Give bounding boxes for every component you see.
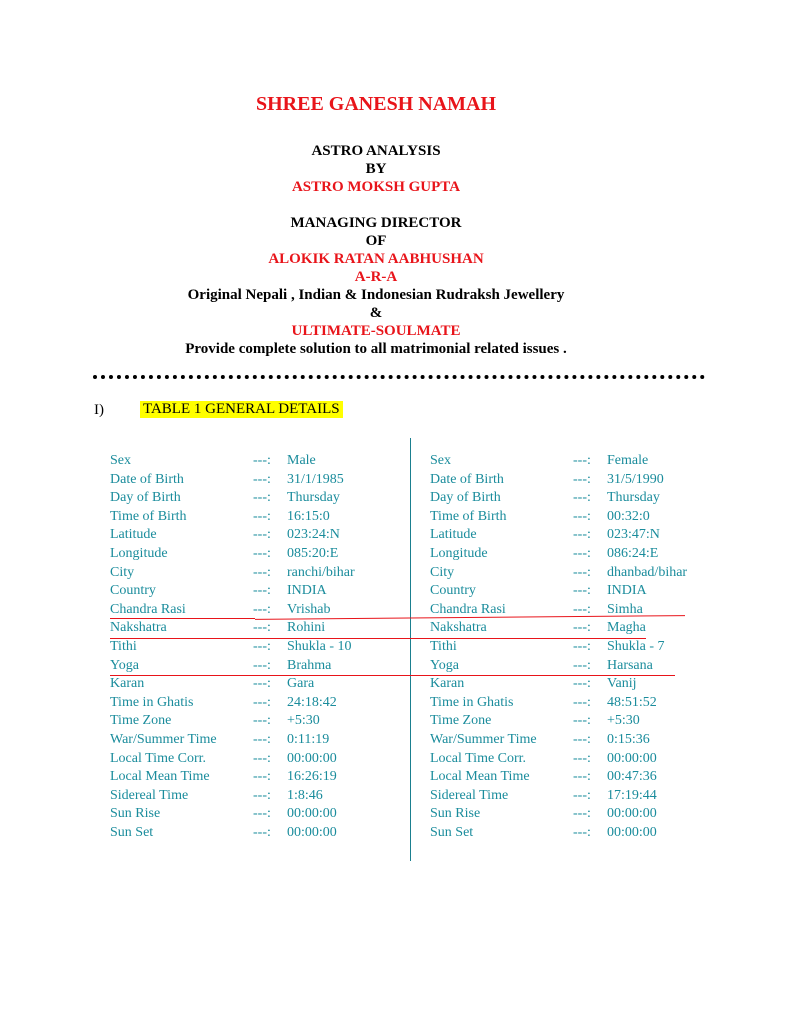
left-detail-value: 16:15:0 bbox=[287, 509, 330, 524]
right-detail-value: Harsana bbox=[607, 658, 653, 673]
left-detail-separator: ---: bbox=[253, 806, 271, 821]
left-detail-value: Rohini bbox=[287, 620, 326, 635]
right-detail-label: Chandra Rasi bbox=[430, 602, 506, 617]
right-detail-separator: ---: bbox=[573, 509, 591, 524]
right-detail-value: Shukla - 7 bbox=[607, 639, 665, 654]
left-detail-value: 1:8:46 bbox=[287, 788, 323, 803]
right-detail-separator: ---: bbox=[573, 620, 591, 635]
right-detail-separator: ---: bbox=[573, 695, 591, 710]
right-detail-separator: ---: bbox=[573, 769, 591, 784]
left-detail-separator: ---: bbox=[253, 713, 271, 728]
left-detail-label: Yoga bbox=[110, 658, 139, 673]
left-detail-label: Country bbox=[110, 583, 156, 598]
left-detail-label: War/Summer Time bbox=[110, 732, 217, 747]
left-detail-value: Vrishab bbox=[287, 602, 331, 617]
left-detail-separator: ---: bbox=[253, 565, 271, 580]
right-detail-value: Female bbox=[607, 453, 649, 468]
left-detail-label: Latitude bbox=[110, 527, 157, 542]
right-detail-separator: ---: bbox=[573, 825, 591, 840]
left-detail-label: Tithi bbox=[110, 639, 137, 654]
right-detail-value: Simha bbox=[607, 602, 643, 617]
column-divider bbox=[410, 438, 411, 861]
right-detail-label: Date of Birth bbox=[430, 472, 504, 487]
section-title: TABLE 1 GENERAL DETAILS bbox=[140, 401, 343, 418]
left-detail-label: Sun Rise bbox=[110, 806, 161, 821]
right-detail-value: 00:47:36 bbox=[607, 769, 657, 784]
right-detail-label: Yoga bbox=[430, 658, 459, 673]
right-detail-separator: ---: bbox=[573, 472, 591, 487]
right-detail-label: Nakshatra bbox=[430, 620, 487, 635]
left-detail-value: Brahma bbox=[287, 658, 332, 673]
right-detail-label: Sex bbox=[430, 453, 451, 468]
right-detail-value: Vanij bbox=[607, 676, 637, 691]
left-detail-label: Local Mean Time bbox=[110, 769, 210, 784]
left-detail-label: Day of Birth bbox=[110, 490, 181, 505]
right-detail-value: 00:00:00 bbox=[607, 751, 657, 766]
left-detail-separator: ---: bbox=[253, 472, 271, 487]
left-detail-separator: ---: bbox=[253, 546, 271, 561]
right-detail-label: War/Summer Time bbox=[430, 732, 537, 747]
right-detail-value: 31/5/1990 bbox=[607, 472, 664, 487]
second-company-name: ULTIMATE-SOULMATE bbox=[291, 323, 461, 339]
left-detail-separator: ---: bbox=[253, 583, 271, 598]
company-abbreviation: A-R-A bbox=[354, 269, 398, 285]
right-detail-separator: ---: bbox=[573, 788, 591, 803]
left-detail-value: ranchi/bihar bbox=[287, 565, 355, 580]
left-detail-value: 0:11:19 bbox=[287, 732, 330, 747]
section-number: I) bbox=[94, 402, 104, 418]
right-detail-label: Day of Birth bbox=[430, 490, 501, 505]
left-detail-separator: ---: bbox=[253, 769, 271, 784]
left-detail-separator: ---: bbox=[253, 620, 271, 635]
by-heading: BY bbox=[365, 161, 387, 177]
left-detail-value: 00:00:00 bbox=[287, 825, 337, 840]
company-name: ALOKIK RATAN AABHUSHAN bbox=[268, 251, 484, 267]
right-detail-value: +5:30 bbox=[607, 713, 640, 728]
left-detail-label: Chandra Rasi bbox=[110, 602, 186, 617]
left-detail-value: 00:00:00 bbox=[287, 806, 337, 821]
right-detail-label: Karan bbox=[430, 676, 465, 691]
left-detail-label: Time in Ghatis bbox=[110, 695, 194, 710]
left-detail-value: INDIA bbox=[287, 583, 327, 598]
right-detail-label: Time Zone bbox=[430, 713, 492, 728]
right-detail-separator: ---: bbox=[573, 806, 591, 821]
left-detail-value: Male bbox=[287, 453, 316, 468]
right-detail-label: Sidereal Time bbox=[430, 788, 509, 803]
left-detail-label: City bbox=[110, 565, 135, 580]
right-detail-label: Country bbox=[430, 583, 476, 598]
author-name: ASTRO MOKSH GUPTA bbox=[291, 179, 461, 195]
company-description: Original Nepali , Indian & Indonesian Rudraksh Jewellery bbox=[187, 287, 565, 303]
astro-analysis-heading: ASTRO ANALYSIS bbox=[311, 143, 441, 159]
right-detail-separator: ---: bbox=[573, 546, 591, 561]
right-detail-value: dhanbad/bihar bbox=[607, 565, 688, 580]
left-detail-label: Nakshatra bbox=[110, 620, 167, 635]
right-detail-value: 17:19:44 bbox=[607, 788, 657, 803]
right-detail-value: 086:24:E bbox=[607, 546, 659, 561]
left-detail-value: 085:20:E bbox=[287, 546, 339, 561]
left-detail-label: Karan bbox=[110, 676, 145, 691]
right-detail-value: 00:32:0 bbox=[607, 509, 650, 524]
right-detail-separator: ---: bbox=[573, 527, 591, 542]
right-detail-separator: ---: bbox=[573, 453, 591, 468]
right-detail-value: 48:51:52 bbox=[607, 695, 657, 710]
left-detail-value: 00:00:00 bbox=[287, 751, 337, 766]
left-detail-separator: ---: bbox=[253, 602, 271, 617]
left-detail-value: 16:26:19 bbox=[287, 769, 337, 784]
left-detail-value: Thursday bbox=[287, 490, 340, 505]
left-detail-separator: ---: bbox=[253, 490, 271, 505]
right-detail-label: Time of Birth bbox=[430, 509, 507, 524]
left-detail-separator: ---: bbox=[253, 732, 271, 747]
of-heading: OF bbox=[365, 233, 387, 249]
left-detail-separator: ---: bbox=[253, 453, 271, 468]
right-detail-label: Longitude bbox=[430, 546, 488, 561]
left-detail-value: Shukla - 10 bbox=[287, 639, 352, 654]
left-detail-separator: ---: bbox=[253, 695, 271, 710]
right-detail-label: Time in Ghatis bbox=[430, 695, 514, 710]
left-detail-separator: ---: bbox=[253, 639, 271, 654]
right-detail-label: Latitude bbox=[430, 527, 477, 542]
position-heading: MANAGING DIRECTOR bbox=[290, 215, 462, 231]
right-detail-value: 00:00:00 bbox=[607, 806, 657, 821]
ampersand-heading: & bbox=[369, 305, 383, 321]
right-detail-separator: ---: bbox=[573, 751, 591, 766]
right-detail-separator: ---: bbox=[573, 565, 591, 580]
right-detail-value: INDIA bbox=[607, 583, 647, 598]
right-detail-label: Sun Rise bbox=[430, 806, 481, 821]
left-detail-label: Sun Set bbox=[110, 825, 154, 840]
right-detail-value: Thursday bbox=[607, 490, 660, 505]
left-detail-value: 31/1/1985 bbox=[287, 472, 344, 487]
left-detail-label: Time Zone bbox=[110, 713, 172, 728]
right-detail-separator: ---: bbox=[573, 583, 591, 598]
underline-nakshatra bbox=[110, 638, 646, 639]
left-detail-value: Gara bbox=[287, 676, 315, 691]
left-detail-label: Date of Birth bbox=[110, 472, 184, 487]
right-detail-label: Local Mean Time bbox=[430, 769, 530, 784]
right-detail-separator: ---: bbox=[573, 658, 591, 673]
left-detail-label: Local Time Corr. bbox=[110, 751, 207, 766]
left-detail-separator: ---: bbox=[253, 825, 271, 840]
left-detail-label: Sidereal Time bbox=[110, 788, 189, 803]
right-detail-value: 023:47:N bbox=[607, 527, 660, 542]
right-detail-value: 0:15:36 bbox=[607, 732, 650, 747]
page-title: SHREE GANESH NAMAH bbox=[255, 93, 497, 115]
right-detail-separator: ---: bbox=[573, 732, 591, 747]
left-detail-separator: ---: bbox=[253, 509, 271, 524]
left-detail-separator: ---: bbox=[253, 658, 271, 673]
right-detail-label: Local Time Corr. bbox=[430, 751, 527, 766]
right-detail-label: City bbox=[430, 565, 455, 580]
right-detail-separator: ---: bbox=[573, 490, 591, 505]
dotted-separator bbox=[93, 375, 705, 379]
left-detail-label: Sex bbox=[110, 453, 131, 468]
left-detail-label: Longitude bbox=[110, 546, 168, 561]
left-detail-label: Time of Birth bbox=[110, 509, 187, 524]
left-detail-separator: ---: bbox=[253, 527, 271, 542]
right-detail-separator: ---: bbox=[573, 676, 591, 691]
left-detail-value: 023:24:N bbox=[287, 527, 340, 542]
right-detail-label: Tithi bbox=[430, 639, 457, 654]
left-detail-value: +5:30 bbox=[287, 713, 320, 728]
left-detail-value: 24:18:42 bbox=[287, 695, 337, 710]
right-detail-value: 00:00:00 bbox=[607, 825, 657, 840]
right-detail-separator: ---: bbox=[573, 602, 591, 617]
left-detail-separator: ---: bbox=[253, 676, 271, 691]
second-company-description: Provide complete solution to all matrimonial related issues . bbox=[185, 341, 567, 357]
right-detail-value: Magha bbox=[607, 620, 646, 635]
left-detail-separator: ---: bbox=[253, 788, 271, 803]
left-detail-separator: ---: bbox=[253, 751, 271, 766]
right-detail-separator: ---: bbox=[573, 713, 591, 728]
right-detail-label: Sun Set bbox=[430, 825, 474, 840]
right-detail-separator: ---: bbox=[573, 639, 591, 654]
